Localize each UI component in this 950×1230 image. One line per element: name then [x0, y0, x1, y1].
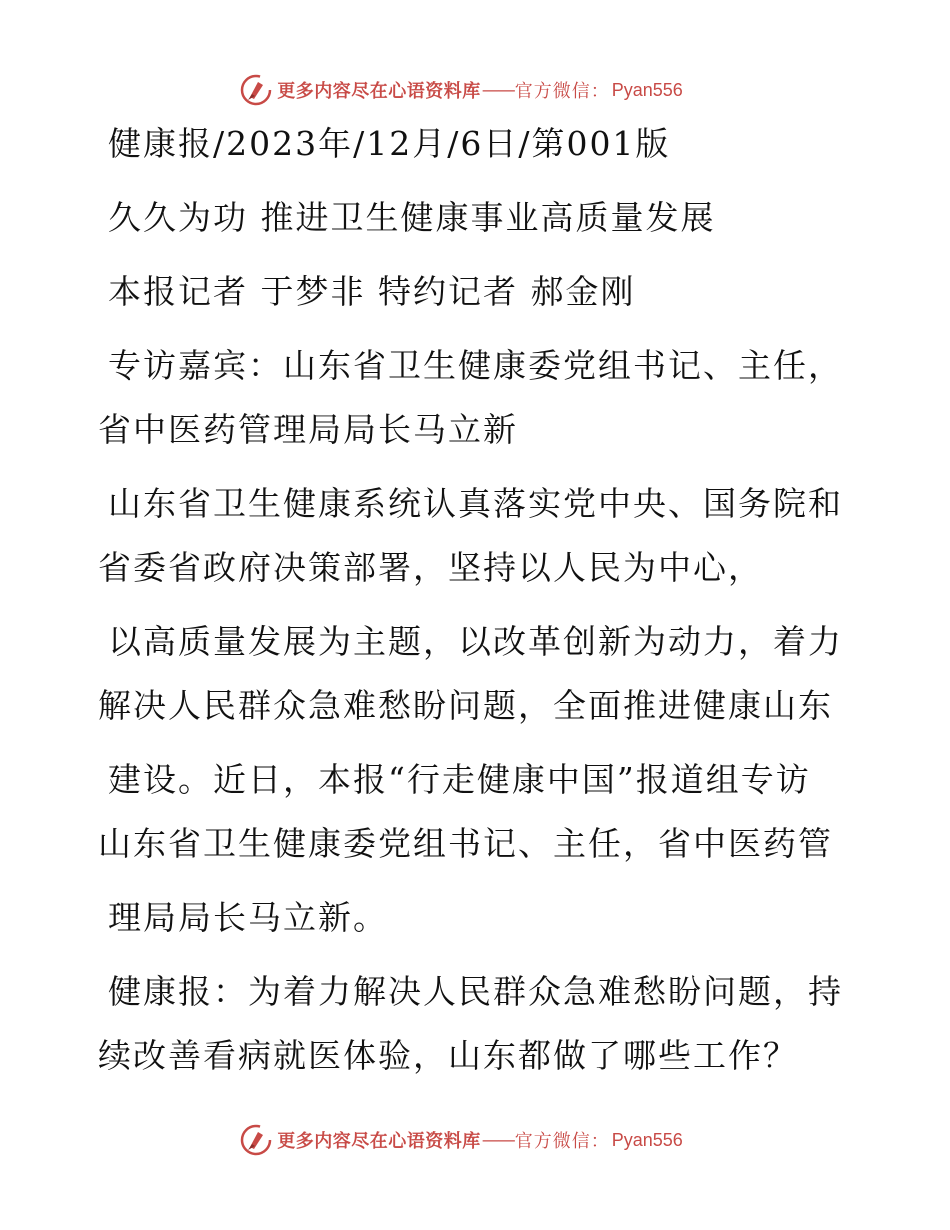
- watermark-main-text: 更多内容尽在心语资料库: [277, 1131, 481, 1152]
- lead-paragraph-3: [98, 748, 838, 876]
- watermark-wechat-id: Pyan556: [611, 1129, 683, 1150]
- paragraph-line: 山东省卫生健康委党组书记、主任，省中医药管: [98, 824, 833, 863]
- paragraph-line: 省中医药管理局局长马立新: [98, 410, 518, 449]
- guest-paragraph: [98, 334, 843, 462]
- watermark-label: 官方微信：: [514, 1131, 610, 1152]
- paragraph-line: 理局局长马立新。: [108, 898, 388, 937]
- pen-nib-logo-icon: [239, 73, 273, 107]
- paragraph-line: 解决人民群众急难愁盼问题，全面推进健康山东: [98, 686, 833, 725]
- watermark-dash: ——: [481, 79, 514, 101]
- question-paragraph: [98, 960, 843, 1088]
- lead-paragraph-4: [98, 886, 838, 950]
- watermark-dash: ——: [481, 1129, 514, 1151]
- article-body: [98, 112, 843, 1088]
- headline: 久久为功 推进卫生健康事业高质量发展: [108, 198, 716, 237]
- watermark-main-text: 更多内容尽在心语资料库: [277, 81, 481, 102]
- paragraph-line: 山东省卫生健康系统认真落实党中央、国务院和: [108, 484, 843, 523]
- lead-paragraph-1: [98, 472, 843, 600]
- paragraph-line: 健康报：为着力解决人民群众急难愁盼问题，持: [108, 972, 843, 1011]
- paragraph-line: 省委省政府决策部署，坚持以人民为中心，: [98, 548, 763, 587]
- paragraph-line: 专访嘉宾：山东省卫生健康委党组书记、主任，: [108, 346, 843, 385]
- paragraph-line: 以高质量发展为主题，以改革创新为动力，着力: [108, 622, 843, 661]
- pen-nib-logo-icon: [239, 1123, 273, 1157]
- watermark-label: 官方微信：: [514, 81, 610, 102]
- byline: 本报记者 于梦非 特约记者 郝金刚: [108, 272, 636, 311]
- lead-paragraph-2: [98, 610, 843, 738]
- header-watermark: [0, 70, 950, 110]
- paragraph-line: 建设。近日，本报“行走健康中国”报道组专访: [108, 760, 811, 799]
- paragraph-line: 续改善看病就医体验，山东都做了哪些工作？: [98, 1036, 798, 1075]
- dateline: 健康报/2023年/12月/6日/第001版: [108, 124, 671, 163]
- watermark-wechat-id: Pyan556: [611, 79, 683, 100]
- footer-watermark: [0, 1120, 950, 1160]
